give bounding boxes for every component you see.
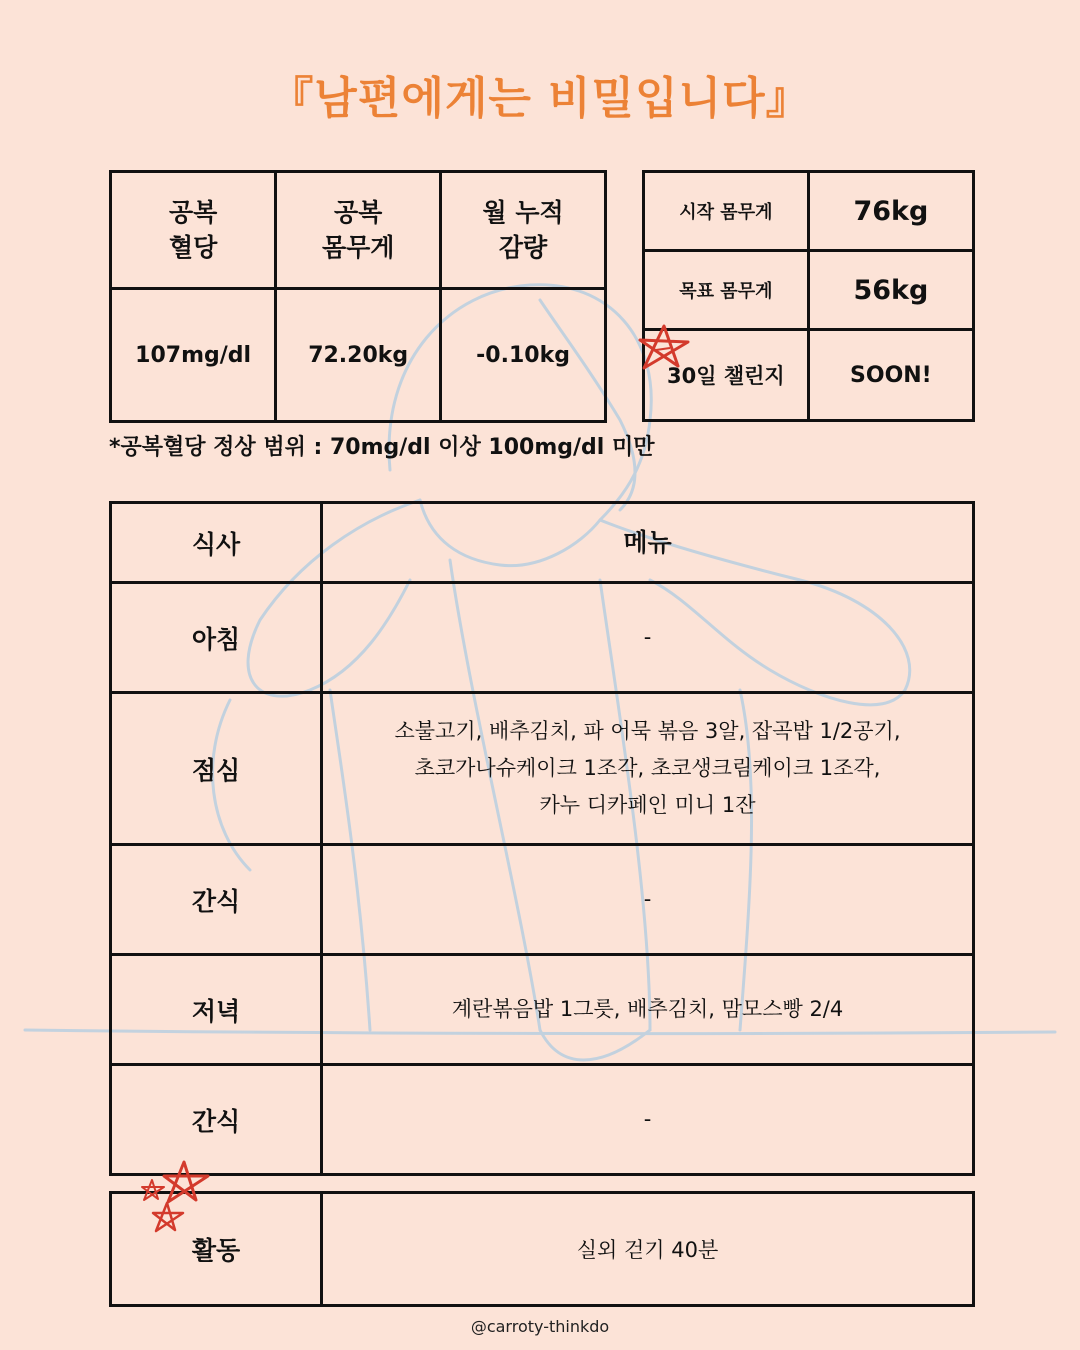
start-weight-label: 시작 몸무게 [644,172,809,251]
goal-weight-value: 56kg [808,251,973,330]
meal-menu: - [322,1065,974,1175]
meal-menu: 계란볶음밥 1그릇, 배추김치, 맘모스빵 2/4 [322,955,974,1065]
stats-header-fasting-weight: 공복 몸무게 [276,172,441,289]
activity-table [109,1191,975,1307]
meals-header-meal: 식사 [111,503,322,583]
stats-header-monthly-loss: 월 누적 감량 [441,172,606,289]
target-table [642,170,975,422]
table-row [111,1065,974,1175]
challenge-value: SOON! [808,330,973,421]
meal-menu: 소불고기, 배추김치, 파 어묵 볶음 3알, 잡곡밥 1/2공기, 초코가나슈케이크 1조각, 초코생크림케이크 1조각, 카누 디카페인 미니 1잔 [322,693,974,845]
meal-name: 저녁 [111,955,322,1065]
page-title: 『남편에게는 비밀입니다』 [269,73,811,124]
meal-name: 점심 [111,693,322,845]
challenge-label: 30일 챌린지 [644,330,809,421]
activity-value: 실외 걷기 40분 [322,1193,974,1306]
table-row [111,583,974,693]
meal-name: 간식 [111,845,322,955]
table-row [111,955,974,1065]
footer-handle: @carroty-thinkdo [470,1317,610,1336]
glucose-range-note: *공복혈당 정상 범위 : 70mg/dl 이상 100mg/dl 미만 [109,435,655,460]
meals-table [109,501,975,1176]
meals-header-menu: 메뉴 [322,503,974,583]
stats-table [109,170,607,423]
activity-label: 활동 [111,1193,322,1306]
meal-name: 아침 [111,583,322,693]
meal-name: 간식 [111,1065,322,1175]
stats-value-fasting-weight: 72.20kg [276,289,441,422]
meal-menu: - [322,583,974,693]
stats-header-fasting-glucose: 공복 혈당 [111,172,276,289]
meal-menu: - [322,845,974,955]
stats-value-monthly-loss: -0.10kg [441,289,606,422]
table-row [111,693,974,845]
stats-value-fasting-glucose: 107mg/dl [111,289,276,422]
goal-weight-label: 목표 몸무게 [644,251,809,330]
start-weight-value: 76kg [808,172,973,251]
table-row [111,845,974,955]
